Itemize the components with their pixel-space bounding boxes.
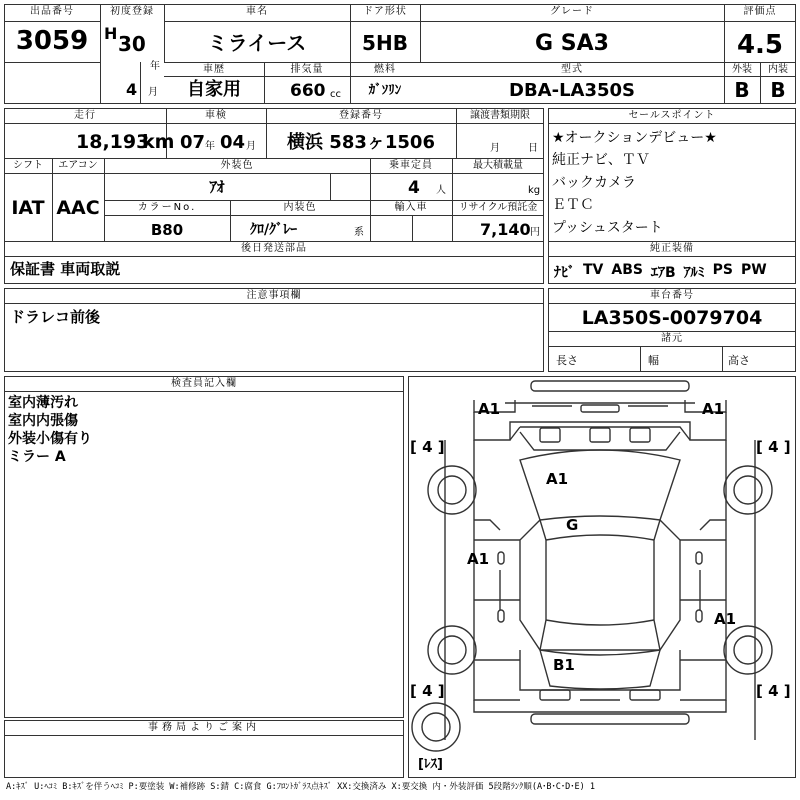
shift-label: シフト: [13, 160, 43, 171]
sales-line: プッシュスタート: [552, 220, 663, 236]
chassis-number: LA350S-0079704: [581, 307, 763, 329]
equipment-item: ﾅﾋﾞ: [554, 265, 575, 281]
damage-mark: A1: [546, 470, 569, 488]
reg-year: 30: [118, 32, 146, 56]
inspection-month-unit: 月: [246, 141, 256, 152]
later-parts-label: 後日発送部品: [241, 243, 307, 254]
equipment-item: PS: [712, 262, 733, 278]
plate-number: 横浜 583ヶ1506: [287, 132, 435, 153]
ac: AAC: [56, 197, 100, 219]
notes-text: ドラレコ前後: [10, 308, 101, 326]
capacity-label: 乗車定員: [389, 160, 433, 171]
lot-label: 出品番号: [30, 6, 74, 17]
plate-label: 登録番号: [339, 110, 383, 121]
inspector-line: 室内内張傷: [8, 413, 78, 429]
reg-month-unit: 月: [148, 87, 158, 98]
notes-label: 注意事項欄: [246, 290, 302, 301]
damage-mark: A1: [467, 550, 490, 568]
transfer-month: 月: [490, 143, 500, 154]
import-label: 輸入車: [394, 202, 428, 213]
damage-mark: A1: [714, 610, 737, 628]
inspection-year: 07: [180, 132, 206, 153]
fuel-label: 燃料: [374, 64, 396, 75]
inspector-line: ミラー A: [8, 449, 66, 465]
width-label: 幅: [648, 354, 659, 367]
damage-mark: B1: [553, 656, 575, 674]
color-no: B80: [150, 221, 184, 239]
door-type: 5HB: [362, 31, 408, 55]
tire-tread-rl: [ 4 ]: [410, 682, 445, 700]
reg-year-unit: 年: [150, 61, 160, 72]
inspection-label: 車検: [205, 110, 227, 121]
mileage-unit: km: [142, 131, 175, 153]
recycle-label: リサイクル預託金: [458, 202, 538, 213]
color-no-label: カラーNo.: [137, 202, 197, 213]
displacement-label: 排気量: [290, 64, 324, 75]
height-label: 高さ: [728, 354, 750, 367]
interior-grade: B: [770, 78, 786, 102]
score-label: 評価点: [743, 6, 777, 17]
tire-tread-rr: [ 4 ]: [756, 682, 791, 700]
model-code: DBA-LA350S: [509, 80, 635, 101]
inspector-label: 検査員記入欄: [171, 378, 237, 389]
damage-mark: A1: [702, 400, 725, 418]
inspector-line: 室内薄汚れ: [8, 395, 78, 411]
grade: G SA3: [535, 31, 609, 56]
inspection-year-unit: 年: [205, 141, 215, 152]
sales-line: 純正ナビ、ＴＶ: [552, 152, 650, 168]
transfer-day: 日: [528, 143, 538, 154]
length-label: 長さ: [556, 354, 578, 367]
damage-mark: G: [566, 516, 579, 534]
car-name: ミライース: [207, 31, 307, 55]
equipment-item: ｴｱB: [650, 265, 676, 281]
sales-line: ＥＴＣ: [552, 197, 594, 213]
car-name-label: 車名: [246, 6, 268, 17]
displacement-unit: cc: [330, 89, 341, 100]
chassis-label: 車台番号: [650, 290, 694, 301]
shift: IAT: [11, 197, 45, 219]
capacity: 4: [408, 178, 420, 198]
legend-text: A:ｷｽﾞ U:ﾍｺﾐ B:ｷｽﾞを伴うﾍｺﾐ P:要塗装 W:補修跡 S:錆 C:腐食 G:ﾌﾛﾝﾄｶﾞﾗｽ点ｷｽﾞ XX:交換済み X:要交換 内・外装評価 5段階ﾗﾝｸ順(A･B･C･D･E) 1: [6, 782, 595, 792]
equipment-item: TV: [583, 262, 604, 278]
inspector-line: 外装小傷有り: [8, 431, 92, 447]
tire-tread-fl: [ 4 ]: [410, 438, 445, 456]
max-load-label: 最大積載量: [473, 160, 523, 171]
era-letter: H: [104, 24, 118, 43]
sales-line: バックカメラ: [552, 175, 636, 191]
ac-label: エアコン: [58, 160, 98, 171]
equipment-label: 純正装備: [650, 243, 694, 254]
int-color-unit: 系: [354, 227, 364, 238]
recycle-fee: 7,140: [480, 220, 531, 239]
interior-label: 内装: [768, 64, 788, 75]
grade-label: グレード: [550, 6, 594, 17]
sales-label: セールスポイント: [628, 110, 716, 121]
equipment-item: ｱﾙﾐ: [683, 265, 705, 281]
spec-label: 諸元: [661, 333, 683, 344]
spare-tire: [ﾚｽ]: [418, 757, 443, 772]
damage-mark: A1: [478, 400, 501, 418]
equipment-item: PW: [741, 262, 767, 278]
exterior-grade: B: [734, 78, 750, 102]
first-reg-label: 初度登録: [110, 6, 154, 17]
int-color: ｸﾛ/ｸﾞﾚｰ: [250, 222, 298, 238]
displacement: 660: [290, 81, 326, 101]
exterior-label: 外装: [732, 64, 752, 75]
max-load-unit: kg: [528, 185, 541, 196]
lot-number: 3059: [15, 26, 89, 56]
fuel: ｶﾞｿﾘﾝ: [368, 83, 402, 98]
capacity-unit: 人: [436, 185, 446, 196]
later-parts: 保証書 車両取説: [10, 260, 121, 278]
mileage: 18,193: [76, 131, 150, 153]
history-label: 車歴: [203, 64, 225, 75]
history: 自家用: [187, 79, 241, 100]
transfer-label: 譲渡書類期限: [470, 110, 530, 121]
reg-month: 4: [126, 80, 138, 99]
recycle-unit: 円: [530, 227, 540, 238]
color-label: 外装色: [220, 160, 254, 171]
body-color: ｱｵ: [209, 178, 225, 196]
door-label: ドア形状: [363, 6, 407, 17]
model-label: 型式: [561, 64, 583, 75]
int-color-label: 内装色: [283, 202, 317, 213]
score-value: 4.5: [736, 30, 784, 60]
sales-line: ★オークションデビュー★: [552, 130, 717, 146]
inspection-month: 04: [220, 132, 246, 153]
office-label: 事務局よりご案内: [148, 722, 260, 733]
tire-tread-fr: [ 4 ]: [756, 438, 791, 456]
mileage-label: 走行: [74, 110, 96, 121]
equipment-item: ABS: [611, 262, 643, 278]
